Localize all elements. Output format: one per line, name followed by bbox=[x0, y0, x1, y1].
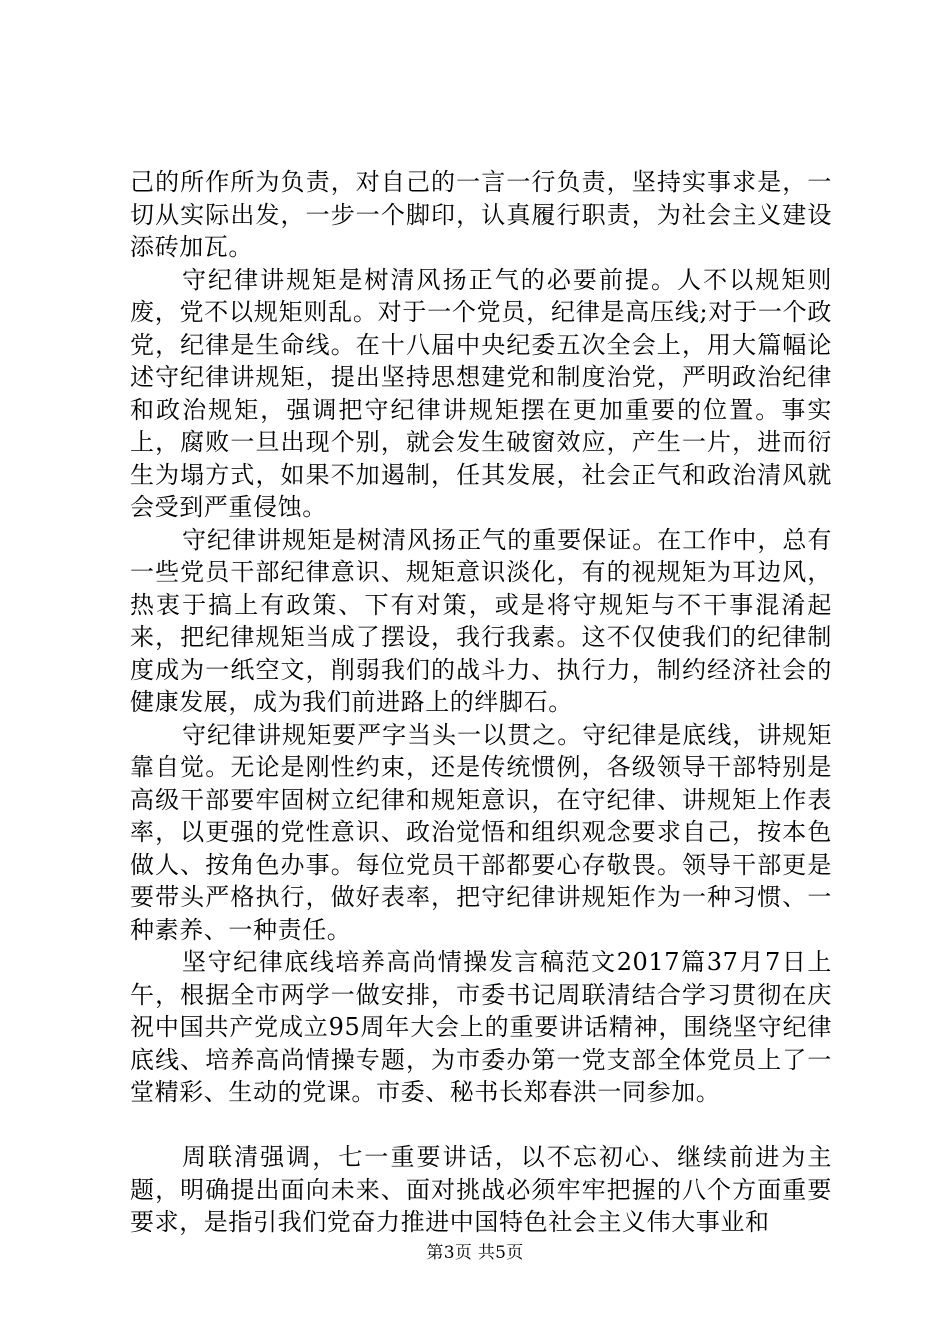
paragraph-necessary-premise: 守纪律讲规矩是树清风扬正气的必要前提。人不以规矩则废，党不以规矩则乱。对于一个党员，纪律是高压线;对于一个政党，纪律是生命线。在十八届中央纪委五次全会上，用大篇幅论述守纪律讲规矩，提出坚持思想建党和制度治党，严明政治纪律和政治规矩，强调把守纪律讲规矩摆在更加重要的位置。事实上，腐败一旦出现个别，就会发生破窗效应，产生一片，进而衍生为塌方式，如果不加遏制，任其发展，社会正气和政治清风就会受到严重侵蚀。 bbox=[130, 265, 832, 521]
paragraph-important-guarantee: 守纪律讲规矩是树清风扬正气的重要保证。在工作中，总有一些党员干部纪律意识、规矩意识淡化，有的视规矩为耳边风，热衷于搞上有政策、下有对策，或是将守规矩与不干事混淆起来，把纪律规矩当成了摆设，我行我素。这不仅使我们的纪律制度成为一纸空文，削弱我们的战斗力、执行力，制约经济社会的健康发展，成为我们前进路上的绊脚石。 bbox=[130, 525, 832, 716]
paragraph-party-lesson: 坚守纪律底线培养高尚情操发言稿范文2017篇37月7日上午，根据全市两学一做安排，市委书记周联清结合学习贯彻在庆祝中国共产党成立95周年大会上的重要讲话精神，围绕坚守纪律底线、培养高尚情操专题，为市委办第一党支部全体党员上了一堂精彩、生动的党课。市委、秘书长郑春洪一同参加。 bbox=[130, 948, 832, 1106]
page-number-footer: 第3页 共5页 bbox=[426, 1243, 524, 1263]
document-body bbox=[130, 166, 832, 1239]
paragraph-continuation: 己的所作所为负责，对自己的一言一行负责，坚持实事求是，一切从实际出发，一步一个脚印，认真履行职责，为社会主义建设添砖加瓦。 bbox=[130, 168, 832, 261]
paragraph-strictness: 守纪律讲规矩要严字当头一以贯之。守纪律是底线，讲规矩靠自觉。无论是刚性约束，还是传统惯例，各级领导干部特别是高级干部要牢固树立纪律和规矩意识，在守纪律、讲规矩上作表率，以更强的党性意识、政治觉悟和组织观念要求自己，按本色做人、按角色办事。每位党员干部都要心存敬畏。领导干部更是要带头严格执行，做好表率，把守纪律讲规矩作为一种习惯、一种素养、一种责任。 bbox=[130, 720, 832, 944]
paragraph-july-first-speech: 周联清强调，七一重要讲话，以不忘初心、继续前进为主题，明确提出面向未来、面对挑战必须牢牢把握的八个方面重要要求，是指引我们党奋力推进中国特色社会主义伟大事业和 bbox=[130, 1143, 832, 1236]
